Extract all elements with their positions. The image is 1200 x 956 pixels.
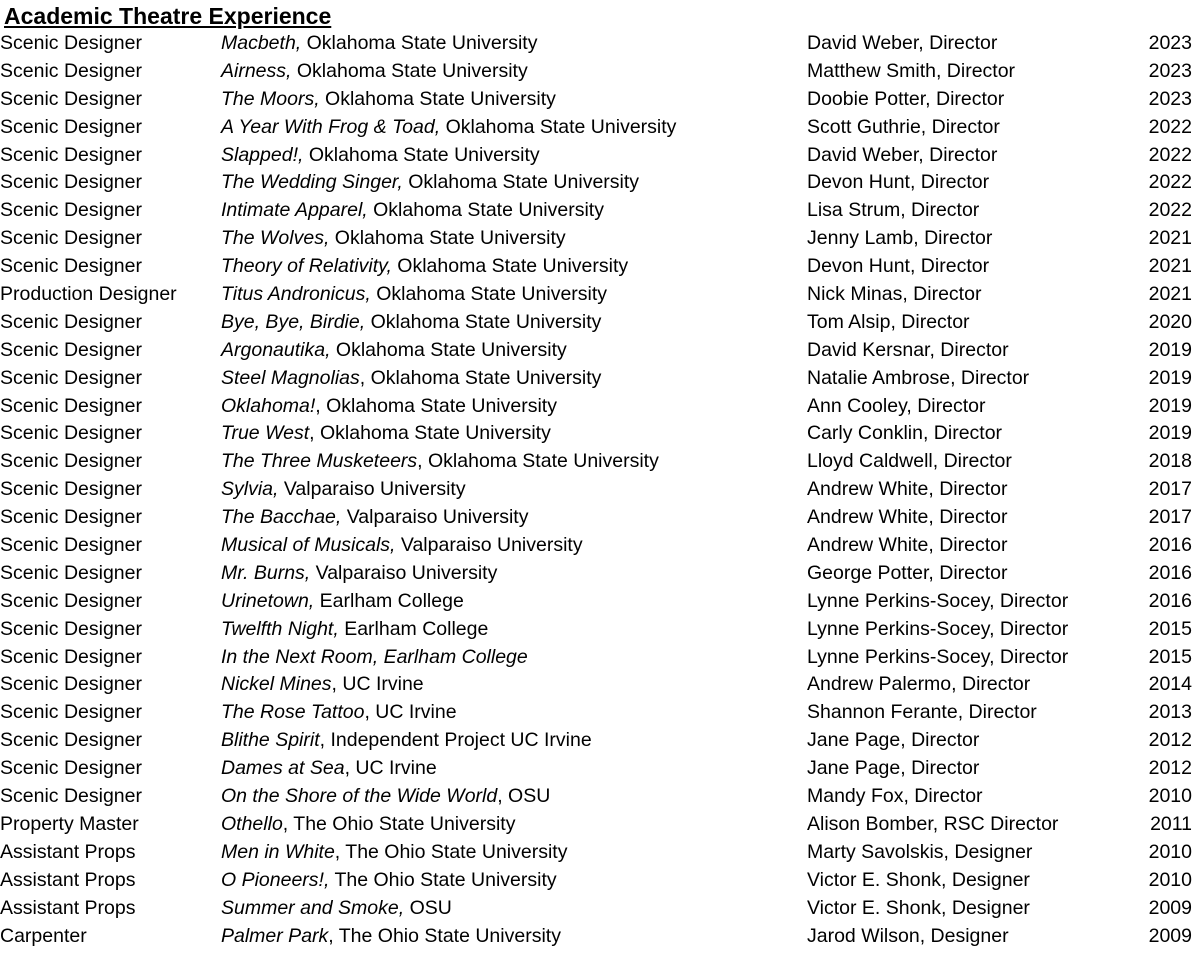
experience-row: [0, 197, 1200, 225]
production-venue: Valparaiso University: [283, 478, 466, 501]
production-title: In the Next Room,: [221, 645, 379, 668]
production-venue: , Oklahoma State University: [309, 422, 551, 445]
production: [221, 253, 628, 281]
production-title: The Wedding Singer,: [221, 171, 403, 194]
year: 2016: [1148, 534, 1192, 557]
production-venue: , UC Irvine: [344, 757, 437, 780]
production-title: Nickel Mines: [221, 673, 332, 696]
production: [221, 197, 604, 225]
year: 2010: [1148, 840, 1192, 863]
production-venue: Valparaiso University: [400, 534, 583, 557]
production-venue: , Oklahoma State University: [359, 366, 602, 389]
production-venue: , UC Irvine: [331, 673, 424, 696]
experience-row: [0, 337, 1200, 365]
production-title: Steel Magnolias: [221, 366, 360, 389]
year: 2009: [1148, 896, 1192, 919]
director: Lynne Perkins-Socey, Director: [807, 617, 1069, 640]
experience-row: [0, 671, 1200, 699]
production-venue: Oklahoma State University: [376, 283, 608, 306]
production-venue: , The Ohio State University: [328, 924, 561, 947]
year: 2012: [1148, 757, 1192, 780]
production-title: A Year With Frog & Toad,: [221, 115, 441, 138]
year: 2017: [1148, 506, 1192, 529]
director: Mandy Fox, Director: [807, 785, 983, 808]
role: Scenic Designer: [0, 143, 142, 166]
role: Assistant Props: [0, 868, 136, 891]
experience-row: [0, 504, 1200, 532]
production-title: On the Shore of the Wide World: [221, 785, 498, 808]
year: 2013: [1148, 701, 1192, 724]
production: [221, 560, 497, 588]
experience-row: [0, 532, 1200, 560]
role: Scenic Designer: [0, 506, 142, 529]
director: Andrew White, Director: [807, 534, 1008, 557]
production-venue: , Oklahoma State University: [417, 450, 659, 473]
role: Assistant Props: [0, 840, 136, 863]
production: [221, 309, 601, 337]
production-venue: , UC Irvine: [364, 701, 457, 724]
production: [221, 225, 566, 253]
production-venue: , The Ohio State University: [282, 812, 516, 835]
production-venue: Valparaiso University: [315, 561, 498, 584]
experience-row: [0, 448, 1200, 476]
director: George Potter, Director: [807, 561, 1008, 584]
year: 2010: [1148, 785, 1192, 808]
year: 2010: [1148, 868, 1192, 891]
role: Scenic Designer: [0, 227, 142, 250]
year: 2015: [1148, 645, 1192, 668]
production-title: Argonautika,: [221, 338, 331, 361]
experience-row: [0, 755, 1200, 783]
director: Nick Minas, Director: [807, 283, 982, 306]
experience-row: [0, 811, 1200, 839]
year: 2022: [1148, 171, 1192, 194]
year: 2009: [1148, 924, 1192, 947]
production-title: Theory of Relativity,: [221, 255, 392, 278]
production: [221, 420, 551, 448]
production-title: Mr. Burns,: [221, 561, 311, 584]
role: Scenic Designer: [0, 478, 142, 501]
experience-row: [0, 588, 1200, 616]
role: Scenic Designer: [0, 450, 142, 473]
production: [221, 142, 540, 170]
experience-row: [0, 476, 1200, 504]
experience-row: [0, 727, 1200, 755]
production-venue: , Oklahoma State University: [315, 394, 557, 417]
role: Scenic Designer: [0, 673, 142, 696]
production-title: Palmer Park: [221, 924, 329, 947]
role: Scenic Designer: [0, 785, 142, 808]
experience-row: [0, 867, 1200, 895]
experience-row: [0, 58, 1200, 86]
experience-row: [0, 142, 1200, 170]
director: Lynne Perkins-Socey, Director: [807, 589, 1069, 612]
year: 2022: [1148, 115, 1192, 138]
role: Scenic Designer: [0, 115, 142, 138]
director: Jane Page, Director: [807, 757, 980, 780]
director: Victor E. Shonk, Designer: [807, 868, 1030, 891]
year: 2019: [1148, 394, 1192, 417]
production: [221, 699, 457, 727]
production-venue: Earlham College: [383, 645, 528, 668]
experience-row: [0, 923, 1200, 951]
production-venue: Oklahoma State University: [397, 255, 629, 278]
production: [221, 58, 528, 86]
experience-row: [0, 309, 1200, 337]
director: Lisa Strum, Director: [807, 199, 980, 222]
production-venue: Oklahoma State University: [296, 59, 528, 82]
production-venue: , Independent Project UC Irvine: [319, 729, 592, 752]
year: 2011: [1150, 812, 1192, 835]
year: 2021: [1148, 227, 1192, 250]
year: 2021: [1148, 255, 1192, 278]
production: [221, 783, 550, 811]
production-title: Urinetown,: [221, 589, 315, 612]
year: 2022: [1148, 143, 1192, 166]
production-title: Airness,: [221, 59, 292, 82]
production: [221, 504, 528, 532]
director: Carly Conklin, Director: [807, 422, 1003, 445]
year: 2018: [1148, 450, 1192, 473]
year: 2020: [1148, 310, 1192, 333]
production-title: Oklahoma!: [221, 394, 316, 417]
role: Scenic Designer: [0, 366, 142, 389]
role: Production Designer: [0, 283, 177, 306]
director: Doobie Potter, Director: [807, 87, 1005, 110]
role: Scenic Designer: [0, 310, 142, 333]
director: Matthew Smith, Director: [807, 59, 1016, 82]
experience-row: [0, 783, 1200, 811]
year: 2023: [1148, 87, 1192, 110]
production-title: Dames at Sea: [221, 757, 345, 780]
experience-row: [0, 393, 1200, 421]
year: 2023: [1148, 32, 1192, 54]
director: Shannon Ferante, Director: [807, 701, 1037, 724]
production: [221, 588, 464, 616]
experience-row: [0, 86, 1200, 114]
production-venue: Oklahoma State University: [306, 32, 538, 54]
production: [221, 616, 488, 644]
production: [221, 337, 567, 365]
production-title: Musical of Musicals,: [221, 534, 396, 557]
experience-row: [0, 616, 1200, 644]
production: [221, 839, 567, 867]
director: Devon Hunt, Director: [807, 255, 990, 278]
director: Devon Hunt, Director: [807, 171, 990, 194]
production: [221, 365, 601, 393]
production-venue: , The Ohio State University: [334, 840, 568, 863]
role: Scenic Designer: [0, 59, 142, 82]
production-title: Blithe Spirit: [221, 729, 320, 752]
production-venue: Oklahoma State University: [408, 171, 640, 194]
director: Andrew White, Director: [807, 506, 1008, 529]
production: [221, 755, 437, 783]
production: [221, 671, 424, 699]
production: [221, 281, 607, 309]
year: 2017: [1148, 478, 1192, 501]
director: Jarod Wilson, Designer: [807, 924, 1009, 947]
year: 2015: [1148, 617, 1192, 640]
director: Lynne Perkins-Socey, Director: [807, 645, 1069, 668]
production: [221, 86, 556, 114]
role: Scenic Designer: [0, 32, 142, 54]
production: [221, 393, 557, 421]
production: [221, 895, 452, 923]
year: 2023: [1148, 59, 1192, 82]
production-venue: The Ohio State University: [334, 868, 557, 891]
role: Scenic Designer: [0, 87, 142, 110]
role: Scenic Designer: [0, 701, 142, 724]
production-title: Othello: [221, 812, 283, 835]
role: Scenic Designer: [0, 199, 142, 222]
year: 2016: [1148, 561, 1192, 584]
production-venue: Oklahoma State University: [373, 199, 604, 222]
role: Scenic Designer: [0, 757, 142, 780]
experience-row: [0, 225, 1200, 253]
director: Scott Guthrie, Director: [807, 115, 1000, 138]
role: Scenic Designer: [0, 534, 142, 557]
experience-row: [0, 253, 1200, 281]
director: Tom Alsip, Director: [807, 310, 970, 333]
year: 2022: [1148, 199, 1192, 222]
production-venue: OSU: [409, 896, 452, 919]
director: Alison Bomber, RSC Director: [807, 812, 1059, 835]
director: Ann Cooley, Director: [807, 394, 986, 417]
role: Property Master: [0, 812, 139, 835]
experience-row: [0, 30, 1200, 58]
production-title: Sylvia,: [221, 478, 279, 501]
production-title: Intimate Apparel,: [221, 199, 368, 222]
director: Andrew White, Director: [807, 478, 1008, 501]
experience-row: [0, 114, 1200, 142]
role: Scenic Designer: [0, 422, 142, 445]
year: 2016: [1148, 589, 1192, 612]
production: [221, 114, 676, 142]
year: 2014: [1148, 673, 1192, 696]
section-title: Academic Theatre Experience: [4, 3, 332, 29]
year: 2019: [1148, 366, 1192, 389]
role: Scenic Designer: [0, 617, 142, 640]
director: David Weber, Director: [807, 32, 998, 54]
experience-row: [0, 365, 1200, 393]
experience-row: [0, 169, 1200, 197]
production-venue: , OSU: [497, 785, 551, 808]
year: 2019: [1148, 422, 1192, 445]
production-title: O Pioneers!,: [221, 868, 330, 891]
director: Jenny Lamb, Director: [807, 227, 993, 250]
director: David Weber, Director: [807, 143, 998, 166]
director: Lloyd Caldwell, Director: [807, 450, 1012, 473]
production-title: The Moors,: [221, 87, 320, 110]
production-title: The Bacchae,: [221, 506, 342, 529]
production-title: Summer and Smoke,: [221, 896, 405, 919]
production-title: The Three Musketeers: [221, 450, 418, 473]
role: Assistant Props: [0, 896, 136, 919]
production-title: Men in White: [221, 840, 335, 863]
production-title: The Rose Tattoo: [221, 701, 365, 724]
production-title: True West: [221, 422, 310, 445]
director: Natalie Ambrose, Director: [807, 366, 1030, 389]
production: [221, 867, 557, 895]
director: Marty Savolskis, Designer: [807, 840, 1033, 863]
production-venue: Oklahoma State University: [335, 338, 567, 361]
experience-row: [0, 644, 1200, 672]
production-venue: Valparaiso University: [346, 506, 529, 529]
role: Scenic Designer: [0, 255, 142, 278]
experience-row: [0, 895, 1200, 923]
production-title: Twelfth Night,: [221, 617, 339, 640]
role: Carpenter: [0, 924, 87, 947]
experience-row: [0, 839, 1200, 867]
experience-row: [0, 560, 1200, 588]
production: [221, 532, 583, 560]
role: Scenic Designer: [0, 645, 142, 668]
role: Scenic Designer: [0, 729, 142, 752]
production-venue: Oklahoma State University: [325, 87, 556, 110]
production-title: The Wolves,: [221, 227, 330, 250]
experience-row: [0, 281, 1200, 309]
production-title: Macbeth,: [221, 32, 302, 54]
director: Andrew Palermo, Director: [807, 673, 1031, 696]
director: David Kersnar, Director: [807, 338, 1009, 361]
production-venue: Oklahoma State University: [308, 143, 540, 166]
production-venue: Oklahoma State University: [370, 310, 602, 333]
production: [221, 811, 515, 839]
production-title: Titus Andronicus,: [221, 283, 371, 306]
year: 2019: [1148, 338, 1192, 361]
production-venue: Oklahoma State University: [445, 115, 677, 138]
production: [221, 448, 659, 476]
production: [221, 923, 561, 951]
production: [221, 727, 592, 755]
experience-row: [0, 420, 1200, 448]
year: 2012: [1148, 729, 1192, 752]
role: Scenic Designer: [0, 561, 142, 584]
director: Victor E. Shonk, Designer: [807, 896, 1030, 919]
production: [221, 476, 466, 504]
production: [221, 169, 639, 197]
director: Jane Page, Director: [807, 729, 980, 752]
role: Scenic Designer: [0, 171, 142, 194]
production-title: Bye, Bye, Birdie,: [221, 310, 366, 333]
role: Scenic Designer: [0, 589, 142, 612]
year: 2021: [1148, 283, 1192, 306]
experience-list: [0, 30, 1200, 950]
production-venue: Earlham College: [344, 617, 489, 640]
experience-row: [0, 699, 1200, 727]
production-title: Slapped!,: [221, 143, 304, 166]
production-venue: Earlham College: [319, 589, 464, 612]
production: [221, 30, 537, 58]
role: Scenic Designer: [0, 394, 142, 417]
role: Scenic Designer: [0, 338, 142, 361]
production: [221, 644, 528, 672]
production-venue: Oklahoma State University: [334, 227, 566, 250]
